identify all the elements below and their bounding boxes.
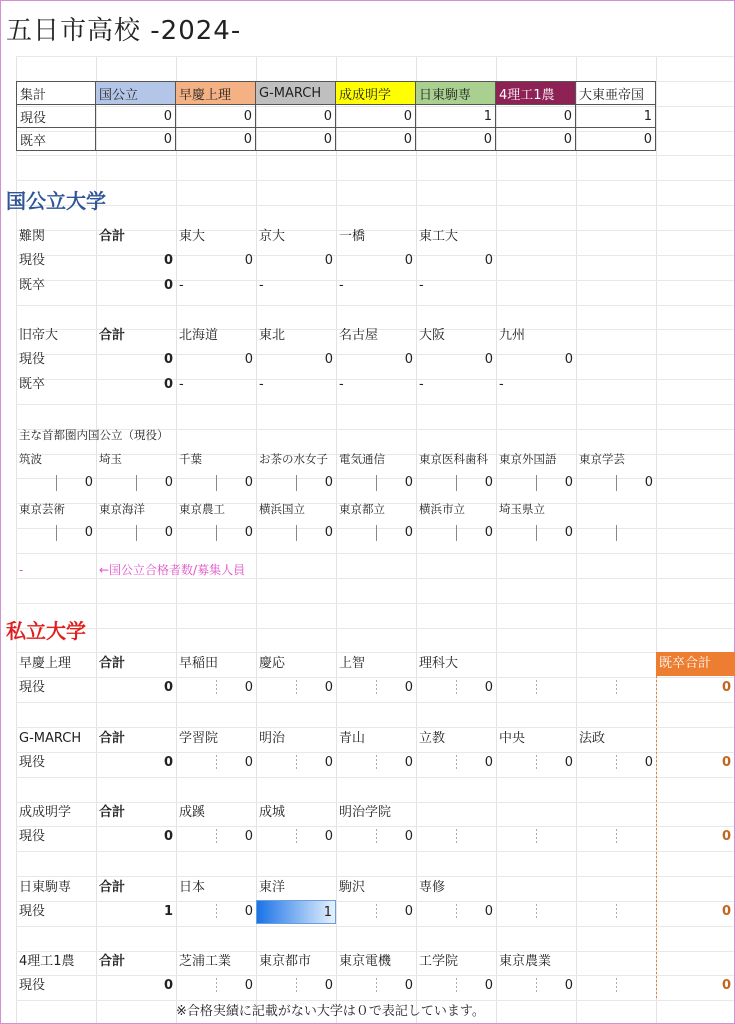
school-header[interactable]: 理科大: [419, 656, 459, 671]
row-label[interactable]: 現役: [19, 352, 46, 367]
value-cell[interactable]: 0: [324, 253, 333, 268]
total-header[interactable]: 合計: [99, 229, 126, 244]
section-heading-private[interactable]: 私立大学: [6, 619, 86, 643]
school-header[interactable]: 埼玉県立: [499, 502, 545, 516]
total-value[interactable]: 0: [163, 829, 173, 844]
row-label[interactable]: 現役: [19, 755, 46, 770]
summary-table: [16, 81, 656, 151]
summary-value-cell[interactable]: 0: [96, 128, 176, 151]
value-cell[interactable]: 0: [244, 755, 253, 770]
school-header[interactable]: 北海道: [179, 328, 219, 343]
school-header[interactable]: 東京海洋: [99, 502, 145, 516]
summary-row-label[interactable]: 現役: [17, 105, 96, 128]
school-header[interactable]: 東北: [259, 328, 286, 343]
summary-value-cell[interactable]: 0: [336, 105, 416, 128]
value-cell[interactable]: 0: [244, 475, 253, 490]
summary-value-cell[interactable]: 0: [576, 128, 656, 151]
value-cell[interactable]: 0: [484, 253, 493, 268]
value-cell[interactable]: 0: [404, 904, 413, 919]
summary-header-7[interactable]: 大東亜帝国: [576, 82, 656, 105]
value-cell[interactable]: 0: [404, 680, 413, 695]
group-label[interactable]: 早慶上理: [19, 656, 72, 671]
school-header[interactable]: 東京芸術: [19, 502, 65, 516]
value-cell[interactable]: 0: [324, 680, 333, 695]
value-cell[interactable]: 0: [164, 525, 173, 540]
value-cell[interactable]: -: [259, 278, 264, 293]
total-header[interactable]: 合計: [99, 805, 126, 820]
school-header[interactable]: 筑波: [19, 452, 42, 466]
total-value[interactable]: 0: [163, 377, 173, 392]
value-cell[interactable]: 0: [324, 525, 333, 540]
group-label[interactable]: 4理工1農: [19, 954, 75, 969]
school-header[interactable]: 千葉: [179, 452, 202, 466]
row-label[interactable]: 現役: [19, 253, 46, 268]
total-value[interactable]: 0: [163, 978, 173, 993]
total-value[interactable]: 0: [163, 253, 173, 268]
summary-value-cell[interactable]: 0: [176, 128, 256, 151]
group-label[interactable]: G-MARCH: [19, 731, 82, 746]
school-header[interactable]: 横浜国立: [259, 502, 305, 516]
total-value[interactable]: 0: [163, 278, 173, 293]
group-label[interactable]: 日東駒専: [19, 880, 72, 895]
value-cell[interactable]: 0: [644, 755, 653, 770]
school-header[interactable]: 東京農業: [499, 954, 552, 969]
total-header[interactable]: 合計: [99, 328, 126, 343]
summary-value-cell[interactable]: 0: [496, 128, 576, 151]
value-cell[interactable]: 0: [324, 352, 333, 367]
value-cell[interactable]: 0: [164, 475, 173, 490]
value-cell[interactable]: 0: [244, 352, 253, 367]
summary-value-cell[interactable]: 0: [176, 105, 256, 128]
total-value[interactable]: 0: [163, 755, 173, 770]
school-header[interactable]: 早稲田: [179, 656, 219, 671]
summary-row-label[interactable]: 既卒: [17, 128, 96, 151]
value-cell[interactable]: 0: [564, 978, 573, 993]
school-header[interactable]: 明治学院: [339, 805, 392, 820]
value-cell[interactable]: -: [339, 278, 344, 293]
row-label[interactable]: 現役: [19, 978, 46, 993]
value-cell[interactable]: 0: [404, 253, 413, 268]
kisotsu-total-value[interactable]: 0: [721, 680, 731, 695]
school-header[interactable]: 東京都立: [339, 502, 385, 516]
summary-value-cell[interactable]: 0: [416, 128, 496, 151]
school-header[interactable]: 埼玉: [99, 452, 122, 466]
ratio-label[interactable]: ←国公立合格者数/募集人員: [99, 563, 246, 577]
value-cell[interactable]: 0: [244, 253, 253, 268]
summary-header-2[interactable]: 早慶上理: [176, 82, 256, 105]
school-header[interactable]: 青山: [339, 731, 366, 746]
summary-value-cell[interactable]: 0: [336, 128, 416, 151]
summary-row-genyaku: [17, 105, 656, 128]
school-header[interactable]: 成蹊: [179, 805, 206, 820]
school-header[interactable]: 東京学芸: [579, 452, 625, 466]
summary-value-cell[interactable]: 1: [576, 105, 656, 128]
summary-header-3[interactable]: G-MARCH: [256, 82, 336, 105]
school-header[interactable]: 大阪: [419, 328, 446, 343]
total-value[interactable]: 0: [163, 680, 173, 695]
kisotsu-total-value[interactable]: 0: [721, 829, 731, 844]
group-label[interactable]: 旧帝大: [19, 328, 59, 343]
school-header[interactable]: 東京都市: [259, 954, 312, 969]
group-label[interactable]: 難関: [19, 229, 46, 244]
value-cell[interactable]: 0: [404, 525, 413, 540]
school-header[interactable]: 芝浦工業: [179, 954, 232, 969]
value-cell[interactable]: 0: [324, 755, 333, 770]
school-header[interactable]: 東京医科歯科: [419, 452, 488, 466]
school-header[interactable]: 中央: [499, 731, 526, 746]
row-label[interactable]: 現役: [19, 829, 46, 844]
school-header[interactable]: 一橋: [339, 229, 366, 244]
school-header[interactable]: 上智: [339, 656, 366, 671]
school-header[interactable]: 東京電機: [339, 954, 392, 969]
summary-header-4[interactable]: 成成明学: [336, 82, 416, 105]
school-header[interactable]: 駒沢: [339, 880, 366, 895]
summary-header-1[interactable]: 国公立: [96, 82, 176, 105]
summary-value-cell[interactable]: 0: [96, 105, 176, 128]
summary-header-5[interactable]: 日東駒専: [416, 82, 496, 105]
school-header[interactable]: 京大: [259, 229, 286, 244]
value-cell[interactable]: 0: [484, 680, 493, 695]
summary-header-0[interactable]: 集計: [17, 82, 96, 105]
value-cell[interactable]: 0: [484, 978, 493, 993]
summary-value-cell[interactable]: 1: [416, 105, 496, 128]
value-cell[interactable]: -: [179, 377, 184, 392]
summary-row-kisotsu: [17, 128, 656, 151]
value-cell[interactable]: 0: [484, 352, 493, 367]
school-header[interactable]: 日本: [179, 880, 206, 895]
total-value[interactable]: 0: [163, 352, 173, 367]
total-header[interactable]: 合計: [99, 954, 126, 969]
value-cell[interactable]: 0: [564, 525, 573, 540]
value-cell[interactable]: 0: [564, 475, 573, 490]
summary-value-cell[interactable]: 0: [256, 105, 336, 128]
value-cell[interactable]: -: [499, 377, 504, 392]
value-cell[interactable]: -: [419, 278, 424, 293]
total-value[interactable]: 1: [163, 904, 173, 919]
row-label[interactable]: 既卒: [19, 377, 46, 392]
value-cell[interactable]: -: [419, 377, 424, 392]
value-cell[interactable]: 0: [84, 475, 93, 490]
page-title: 五日市高校 -2024-: [6, 16, 242, 46]
value-cell[interactable]: -: [339, 377, 344, 392]
value-cell[interactable]: 0: [644, 475, 653, 490]
summary-header-row: [17, 82, 656, 105]
section-heading-national[interactable]: 国公立大学: [6, 189, 106, 213]
school-header[interactable]: 専修: [419, 880, 446, 895]
school-header[interactable]: 東京外国語: [499, 452, 557, 466]
ratio-value[interactable]: -: [19, 563, 24, 577]
total-header[interactable]: 合計: [99, 731, 126, 746]
value-cell[interactable]: 0: [484, 475, 493, 490]
value-cell[interactable]: 0: [324, 978, 333, 993]
kisotsu-total-value[interactable]: 0: [721, 978, 731, 993]
school-header[interactable]: 成城: [259, 805, 286, 820]
value-cell[interactable]: 0: [244, 680, 253, 695]
kisotsu-total-header[interactable]: 既卒合計: [656, 652, 735, 676]
value-cell[interactable]: 0: [564, 755, 573, 770]
school-header[interactable]: 横浜市立: [419, 502, 465, 516]
school-header[interactable]: 東工大: [419, 229, 459, 244]
row-label[interactable]: 既卒: [19, 278, 46, 293]
group-label[interactable]: 成成明学: [19, 805, 72, 820]
value-cell[interactable]: 0: [404, 829, 413, 844]
school-header[interactable]: 東大: [179, 229, 206, 244]
value-cell[interactable]: 0: [484, 525, 493, 540]
value-cell[interactable]: 0: [244, 904, 253, 919]
school-header[interactable]: 立教: [419, 731, 446, 746]
summary-header-6[interactable]: 4理工1農: [496, 82, 576, 105]
value-cell[interactable]: 0: [244, 525, 253, 540]
value-cell[interactable]: 0: [404, 755, 413, 770]
value-cell[interactable]: 0: [404, 475, 413, 490]
kisotsu-total-value[interactable]: 0: [721, 755, 731, 770]
value-cell[interactable]: -: [179, 278, 184, 293]
metro-label[interactable]: 主な首都圏内国公立（現役）: [19, 428, 169, 442]
kisotsu-total-value[interactable]: 0: [721, 904, 731, 919]
school-header[interactable]: 慶応: [259, 656, 286, 671]
school-header[interactable]: 明治: [259, 731, 286, 746]
value-cell[interactable]: 0: [84, 525, 93, 540]
school-header[interactable]: お茶の水女子: [259, 452, 328, 466]
value-cell[interactable]: 0: [484, 755, 493, 770]
school-header[interactable]: 名古屋: [339, 328, 379, 343]
value-cell[interactable]: -: [259, 377, 264, 392]
school-header[interactable]: 九州: [499, 328, 526, 343]
school-header[interactable]: 東洋: [259, 880, 286, 895]
row-label[interactable]: 現役: [19, 904, 46, 919]
school-header[interactable]: 電気通信: [339, 452, 385, 466]
total-header[interactable]: 合計: [99, 880, 126, 895]
value-cell[interactable]: 0: [404, 978, 413, 993]
value-cell[interactable]: 0: [244, 978, 253, 993]
value-cell[interactable]: 0: [564, 352, 573, 367]
school-header[interactable]: 工学院: [419, 954, 459, 969]
value-cell[interactable]: 0: [324, 829, 333, 844]
value-cell[interactable]: 0: [324, 475, 333, 490]
row-label[interactable]: 現役: [19, 680, 46, 695]
value-cell-highlighted[interactable]: 1: [256, 900, 336, 924]
value-cell[interactable]: 0: [244, 829, 253, 844]
footnote[interactable]: ※合格実績に記載がない大学は０で表記しています。: [176, 1004, 485, 1019]
value-cell[interactable]: 0: [404, 352, 413, 367]
school-header[interactable]: 学習院: [179, 731, 219, 746]
value-cell[interactable]: 0: [484, 904, 493, 919]
total-header[interactable]: 合計: [99, 656, 126, 671]
summary-value-cell[interactable]: 0: [496, 105, 576, 128]
summary-value-cell[interactable]: 0: [256, 128, 336, 151]
school-header[interactable]: 東京農工: [179, 502, 225, 516]
school-header[interactable]: 法政: [579, 731, 606, 746]
